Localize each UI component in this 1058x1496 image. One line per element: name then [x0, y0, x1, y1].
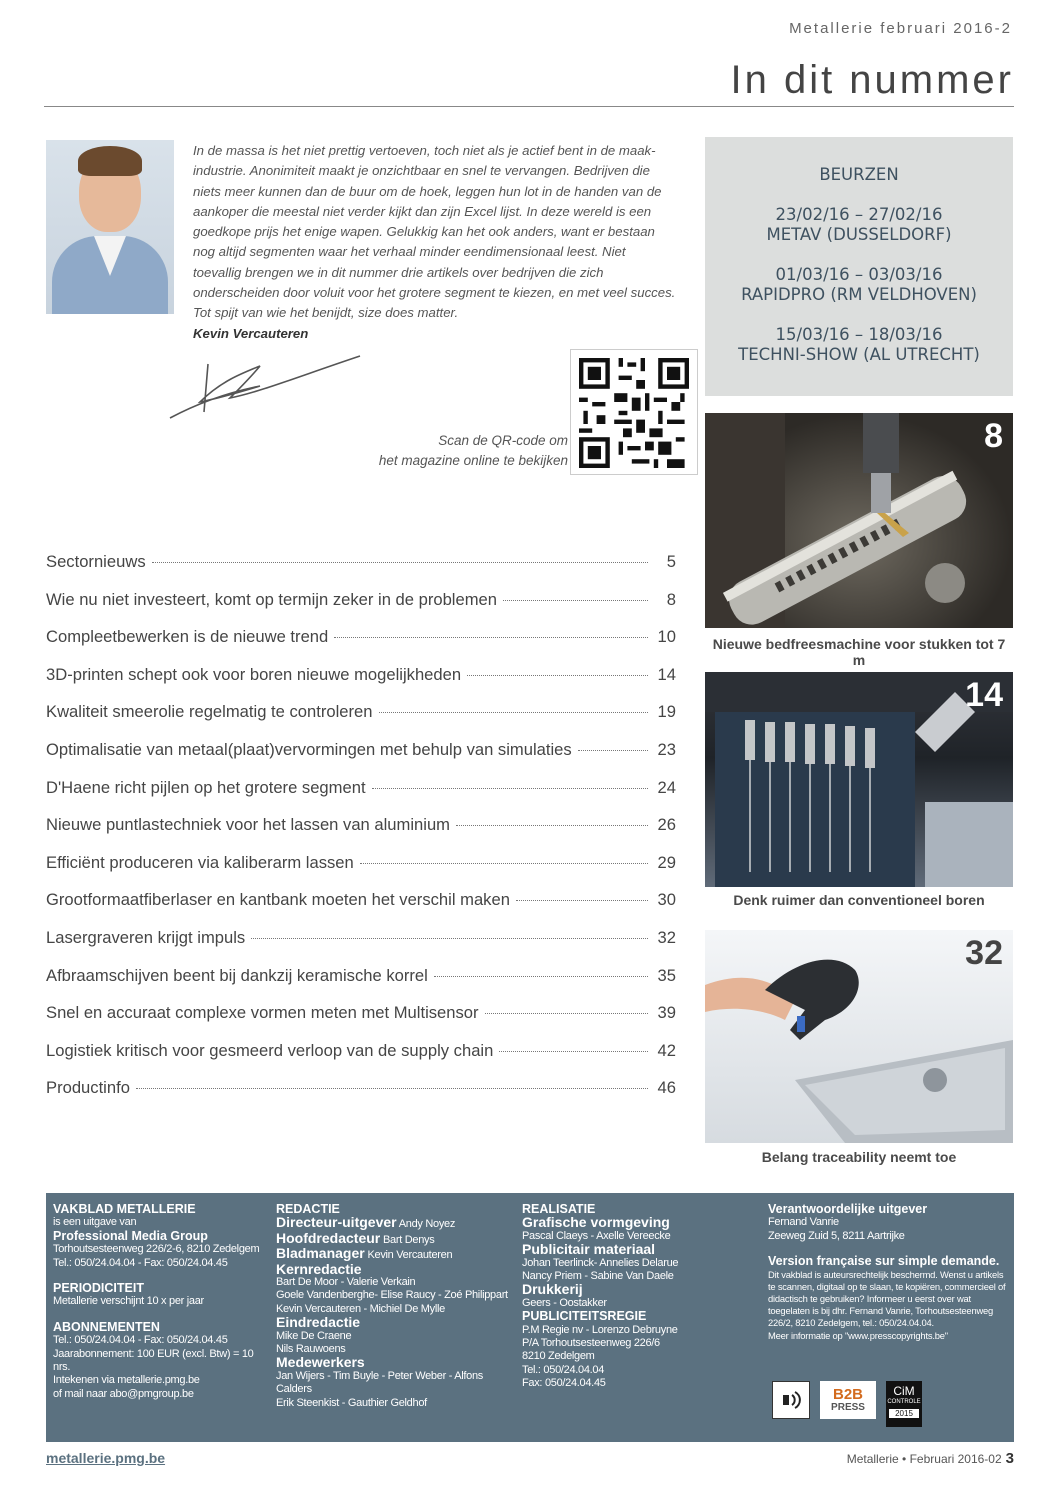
- feature-number: 8: [984, 417, 1003, 455]
- toc-entry[interactable]: Lasergraveren krijgt impuls 32: [46, 927, 676, 947]
- cim-logo: CiM CONTROLE 2015: [886, 1381, 922, 1427]
- event-item: 01/03/16 – 03/03/16 RAPIDPRO (RM VELDHOVEN): [741, 265, 977, 304]
- toc-entry[interactable]: Efficiënt produceren via kaliberarm lassen 29: [46, 852, 676, 872]
- feature-caption: Belang traceability neemt toe: [761, 1149, 957, 1165]
- events-header: BEURZEN: [819, 165, 899, 184]
- events-box: [705, 137, 1013, 396]
- page-footer: Metallerie • Februari 2016-02 3: [846, 1450, 1014, 1467]
- toc-entry[interactable]: Sectornieuws 5: [46, 552, 676, 571]
- page-title: In dit nummer: [730, 58, 1014, 102]
- event-item: 15/03/16 – 18/03/16 TECHNI-SHOW (AL UTRECHT): [738, 325, 980, 364]
- table-of-contents: [46, 552, 676, 1116]
- signature: [160, 352, 380, 424]
- editorial: [193, 141, 677, 344]
- qr-caption: Scan de QR-code om het magazine online te bekijken: [378, 433, 568, 468]
- toc-entry[interactable]: Kwaliteit smeerolie regelmatig te controleren 19: [46, 702, 676, 722]
- toc-entry[interactable]: Afbraamschijven beent bij dankzij keramische korrel 35: [46, 965, 676, 985]
- toc-entry[interactable]: D'Haene richt pijlen op het grotere segment 24: [46, 777, 676, 797]
- toc-entry[interactable]: Snel en accuraat complexe vormen meten met Multisensor 39: [46, 1003, 676, 1023]
- issue-line: Metallerie februari 2016-2: [789, 20, 1012, 37]
- toc-entry[interactable]: Compleetbewerken is de nieuwe trend 10: [46, 627, 676, 647]
- colophon-editorial: REDACTIE Directeur-uitgever Andy Noyez Hoofdredacteur Bart Denys Bladmanager Kevin Vercauteren Kernredactie Bart De Moor - Valerie Verkain Goele Vandenberghe- Elise Raucy - Zoé Philippart Kevin Vercauteren - Michiel De Mylle Eindredactie Mike De Craene Nils Rauwoens Medewerkers Jan Wijers - Tim Buyle - Peter Weber - Alfons Calders Erik Steenkist - Gauthier Geldhof: [276, 1202, 508, 1409]
- feature-caption: Nieuwe bedfreesmachine voor stukken tot 7 m: [712, 636, 1006, 668]
- toc-entry[interactable]: Optimalisatie van metaal(plaat)vervormingen met behulp van simulaties 23: [46, 739, 676, 759]
- title-rule: [44, 106, 1014, 107]
- feature-image-drilling[interactable]: [705, 672, 1013, 887]
- colophon-publisher: VAKBLAD METALLERIE is een uitgave van Professional Media Group Torhoutsesteenweg 226/2-6, 8210 Zedelgem Tel.: 050/24.04.04 - Fax: 050/24.04.45 PERIODICITEIT Metallerie verschijnt 10 x per jaar ABONNEMENTEN Tel.: 050/24.04.04 - Fax: 050/24.04.45 Jaarabonnement: 100 EUR (excl. Btw) = 10 nrs. Intekenen via metallerie.pmg.be of mail naar abo@pmgroup.be: [53, 1202, 260, 1400]
- feature-number: 32: [965, 934, 1003, 972]
- feature-image-milling[interactable]: [705, 413, 1013, 628]
- qr-code[interactable]: [570, 349, 698, 475]
- colophon-production: REALISATIE Grafische vormgeving Pascal Claeys - Axelle Vereecke Publicitair materiaal Johan Teerlinck- Annelies Delarue Nancy Priem - Sabine Van Daele Drukkerij Geers - Oostakker PUBLICITEITSREGIE P.M Regie nv - Lorenzo Debruyne P/A Torhoutsesteenweg 226/6 8210 Zedelgem Tel.: 050/24.04.04 Fax: 050/24.04.45: [522, 1202, 679, 1390]
- toc-entry[interactable]: Wie nu niet investeert, komt op termijn zeker in de problemen 8: [46, 589, 676, 609]
- toc-entry[interactable]: Nieuwe puntlastechniek voor het lassen van aluminium 26: [46, 815, 676, 835]
- signal-icon: [777, 1386, 805, 1414]
- feature-image-scanner[interactable]: [705, 930, 1013, 1143]
- toc-entry[interactable]: Logistiek kritisch voor gesmeerd verloop van de supply chain 42: [46, 1040, 676, 1060]
- milling-illustration: [705, 413, 1013, 628]
- colophon-legal: Verantwoordelijke uitgever Fernand Vanrie Zeeweg Zuid 5, 8211 Aartrijke Version française sur simple demande. Dit vakblad is auteursrechtelijk beschermd. Wenst u artikels te scannen, digitaal op te slaan, te kopiëren, commercieel of didactisch te gebruiken? Informeer u eerst over wat toegelaten is bij dhr. Fernand Vanrie, Torhoutsesteenweg 226/2, 8210 Zedelgem, tel.: 050/24.04.04. Meer informatie op "www.presscopyrights.be": [768, 1202, 1006, 1341]
- editorial-author: Kevin Vercauteren: [193, 325, 309, 341]
- colophon: [46, 1193, 1014, 1442]
- colophon-logos: [772, 1381, 922, 1427]
- qr-code-icon: [579, 358, 689, 468]
- editorial-text: In de massa is het niet prettig vertoeven, toch niet als je actief bent in de maak-industrie. Anonimiteit maakt je onzichtbaar en snel te vervangen. Bedrijven die niets meer kunnen dan de buur om de hoek, leggen hun lot in de handen van de aankoper die meestal niet verder kijkt dan zijn Excel lijst. In deze wereld is een goedkope prijs het enige wapen. Gelukkig kan het ook anders, want er bestaan nog altijd segmenten waar het verhaal minder eendimensionaal leest. Niet toevallig brengen we in dit nummer drie artikels over bedrijven die zich onderscheiden door voluit voor het grotere segment te kiezen, en met veel succes. Tot spijt van wie het benijdt, size does matter.: [193, 143, 676, 321]
- feature-caption: Denk ruimer dan conventioneel boren: [733, 892, 985, 908]
- copyright-logo: [772, 1381, 810, 1419]
- feature-number: 14: [965, 676, 1003, 714]
- website-link[interactable]: metallerie.pmg.be: [46, 1450, 166, 1466]
- toc-entry[interactable]: 3D-printen schept ook voor boren nieuwe mogelijkheden 14: [46, 664, 676, 684]
- editor-photo: [46, 140, 174, 314]
- toc-entry[interactable]: Grootformaatfiberlaser en kantbank moeten het verschil maken 30: [46, 890, 676, 910]
- b2b-press-logo: B2B PRESS: [820, 1381, 876, 1419]
- toc-entry[interactable]: Productinfo 46: [46, 1078, 676, 1098]
- page-number: 3: [1005, 1450, 1014, 1467]
- event-item: 23/02/16 – 27/02/16 METAV (DUSSELDORF): [766, 205, 952, 244]
